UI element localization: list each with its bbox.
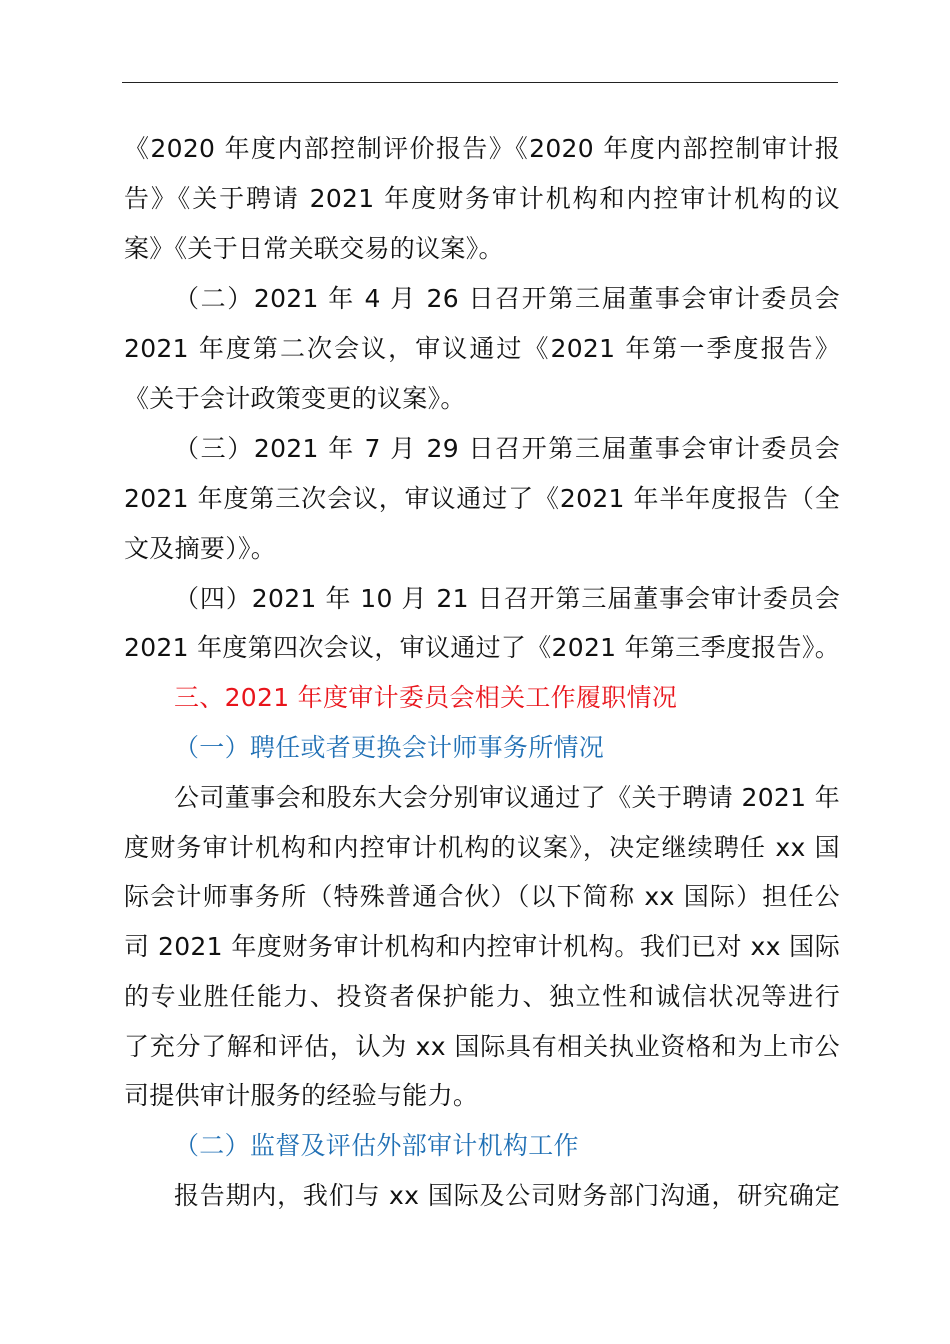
paragraph-line: 2021 年度第三次会议，审议通过了《2021 年半年度报告（全 <box>124 484 840 513</box>
paragraph-line: 案》《关于日常关联交易的议案》。 <box>124 234 504 263</box>
paragraph-line: 了充分了解和评估，认为 xx 国际具有相关执业资格和为上市公 <box>124 1032 840 1061</box>
paragraph-line: 《2020 年度内部控制评价报告》《2020 年度内部控制审计报 <box>124 134 840 163</box>
paragraph-line: （四）2021 年 10 月 21 日召开第三届董事会审计委员会 <box>174 584 840 613</box>
section-heading: 三、2021 年度审计委员会相关工作履职情况 <box>174 683 678 712</box>
paragraph-line: （三）2021 年 7 月 29 日召开第三届董事会审计委员会 <box>174 434 840 463</box>
subheading-appointment: （一）聘任或者更换会计师事务所情况 <box>174 733 605 762</box>
paragraph-line: 的专业胜任能力、投资者保护能力、独立性和诚信状况等进行 <box>124 982 840 1011</box>
paragraph-line: 告》《关于聘请 2021 年度财务审计机构和内控审计机构的议 <box>124 184 840 213</box>
paragraph-line: 2021 年度第四次会议，审议通过了《2021 年第三季度报告》。 <box>124 633 840 662</box>
paragraph-line: 司 2021 年度财务审计机构和内控审计机构。我们已对 xx 国际 <box>124 932 840 961</box>
paragraph-line: 司提供审计服务的经验与能力。 <box>124 1081 479 1110</box>
paragraph-line: 际会计师事务所（特殊普通合伙）（以下简称 xx 国际）担任公 <box>124 882 840 911</box>
paragraph-line: （二）2021 年 4 月 26 日召开第三届董事会审计委员会 <box>174 284 840 313</box>
paragraph-line: 2021 年度第二次会议，审议通过《2021 年第一季度报告》 <box>124 334 840 363</box>
paragraph-line: 度财务审计机构和内控审计机构的议案》，决定继续聘任 xx 国 <box>124 833 840 862</box>
paragraph-line: 文及摘要）》。 <box>124 534 277 563</box>
header-rule <box>122 82 838 83</box>
subheading-supervision: （二）监督及评估外部审计机构工作 <box>174 1131 579 1160</box>
paragraph-line: 《关于会计政策变更的议案》。 <box>124 384 466 413</box>
paragraph-line: 报告期内，我们与 xx 国际及公司财务部门沟通，研究确定 <box>174 1181 840 1210</box>
paragraph-line: 公司董事会和股东大会分别审议通过了《关于聘请 2021 年 <box>174 783 840 812</box>
